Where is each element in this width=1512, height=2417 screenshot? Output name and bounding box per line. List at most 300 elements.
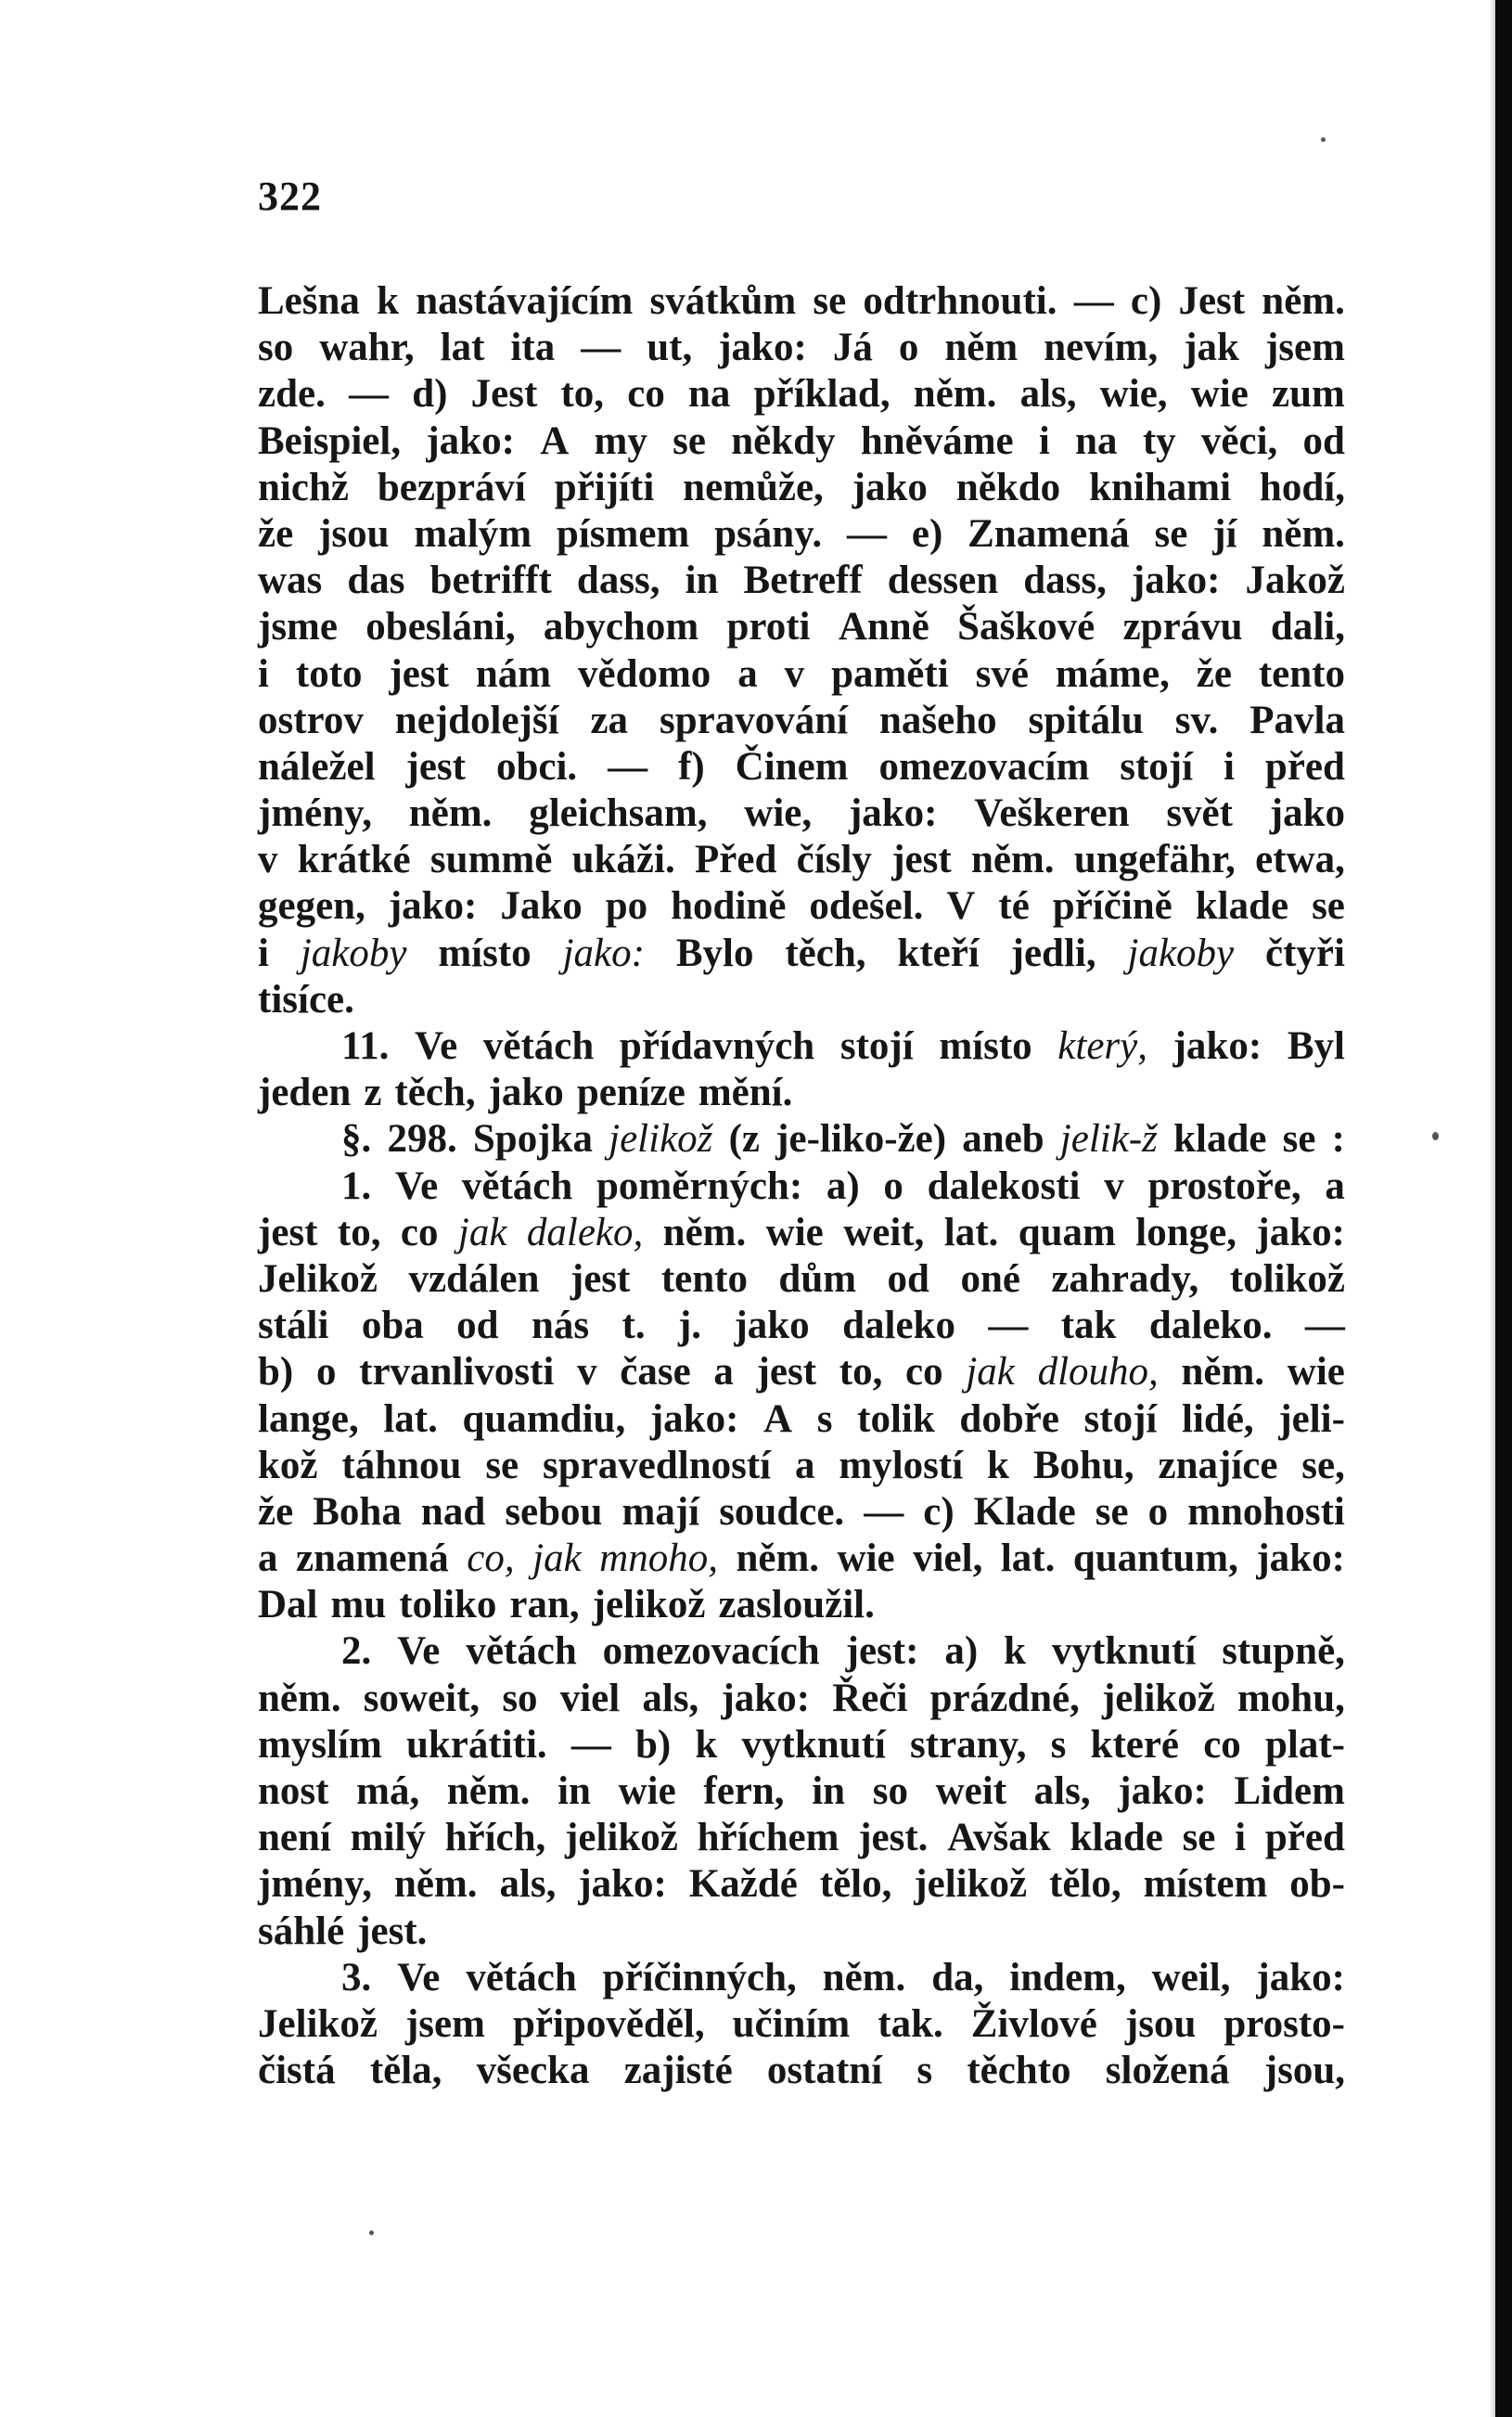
word: vytknutí [1051,1629,1197,1674]
scan-speck [1432,1132,1439,1140]
word: 11. [341,1024,390,1068]
word: knihami [1089,465,1232,509]
word: jako: [721,1676,811,1720]
word: od [456,1304,499,1348]
word: — [608,744,648,789]
word: jest [891,838,952,882]
word: tělo, [819,1862,892,1907]
text-line [258,1909,1345,1955]
word: k [695,1722,718,1767]
word: táhnou [341,1443,462,1487]
word: dali, [1270,605,1345,649]
word: soweit, [363,1676,481,1720]
text-line [258,1536,1345,1582]
word: se [1154,511,1188,556]
word: da, [931,1955,984,1999]
word: §. [341,1117,372,1162]
word: Pavla [1249,698,1345,742]
word: jak [966,1350,1015,1395]
word: i [258,931,269,975]
word: Boha [313,1489,402,1534]
word: jako: [649,1396,739,1441]
word: Spojka [472,1117,593,1162]
word: jako: [1172,1024,1262,1068]
word: Jest [470,372,538,417]
word: krátké [297,838,411,882]
word: jako [488,1071,564,1115]
scan-speck [1321,137,1326,142]
word: t. [621,1304,646,1348]
word: psány. [714,511,823,556]
word: dalekosti [927,1164,1081,1208]
word: ty [1142,418,1176,463]
word: — [349,372,390,417]
word: jako: [1256,1536,1345,1581]
word: A [763,1396,793,1441]
word: (z [728,1117,760,1162]
word: j. [677,1304,702,1348]
word: paměti [831,651,949,696]
word: so [258,326,294,370]
word: se, [1301,1443,1345,1487]
word: písmem [556,511,690,556]
text-line [258,2001,1345,2048]
word: o [898,326,919,370]
word: jako [852,465,928,509]
word: daleko, [526,1210,644,1254]
text-line [258,651,1345,698]
word: als, [499,1862,557,1907]
word: od [887,1256,929,1301]
word: ostrov [258,698,364,742]
text-line [258,1443,1345,1489]
word: Znamená [967,511,1130,556]
word: které [1090,1722,1180,1767]
word: i [1235,1816,1247,1860]
word: místem [1143,1862,1268,1907]
text-line [258,1210,1345,1256]
word: kteří [897,931,980,975]
word: na [688,372,731,417]
word: větách [466,1629,577,1674]
word: čtyři [1265,931,1345,975]
word: vzdálen [408,1256,540,1301]
word: b) [258,1350,294,1395]
word: Před [695,838,777,882]
word: malým [414,511,532,556]
word: Činem [735,744,849,789]
word: Jelikož [258,1256,378,1301]
text-line [258,1676,1345,1722]
word: jako: [1256,1210,1345,1254]
word: klade [1070,1816,1163,1860]
word: proti [726,605,811,649]
word: kož [258,1443,318,1487]
text-line [258,1349,1345,1395]
word: — [570,1722,611,1767]
text-line [258,1116,1345,1163]
word: čase [620,1350,691,1395]
text-line [258,1628,1345,1675]
word: něm. [736,1536,820,1581]
text-line [258,1722,1345,1768]
word: a) [826,1164,860,1208]
word: na [1075,418,1118,463]
word: Byl [1287,1024,1345,1068]
word: nejdolejší [394,698,559,742]
word: Ve [397,1955,441,1999]
word: V [946,884,976,929]
word: větách [461,1164,573,1208]
word: toto [295,651,363,696]
word: v [258,838,278,882]
word: quam [1018,1210,1116,1254]
word: oba [361,1304,424,1348]
word: větách [466,1955,577,1999]
word: se [1282,1117,1316,1162]
word: v [784,651,805,696]
word: omezovacích [602,1629,820,1674]
word: tolik [857,1396,935,1441]
word: že [258,1489,294,1534]
word: stáli [258,1304,329,1348]
word: wie [1287,1350,1345,1395]
word: v [1104,1164,1124,1208]
word: někdy [731,418,836,463]
word: který, [1057,1024,1147,1068]
word: něm. [970,838,1055,882]
word: etwa, [1255,838,1345,882]
word: 298. [387,1117,457,1162]
word: a [258,1536,278,1581]
text-line [258,1164,1345,1210]
word: zprávu [1122,605,1243,649]
word: k [987,1443,1009,1487]
word: ukáži. [571,838,675,882]
word: se [485,1443,519,1487]
word: něm. [1181,1350,1265,1395]
word: hněváme [860,418,1014,463]
word: oné [960,1256,1020,1301]
word: Avšak [947,1816,1051,1860]
text-line [258,2048,1345,2094]
word: jako: [578,1862,667,1907]
word: abychom [543,605,699,649]
text-line [258,837,1345,883]
word: b) [635,1722,672,1767]
word: trvanlivosti [359,1350,555,1395]
word: těla, [369,2049,442,2093]
word: něm. [258,1676,341,1720]
word: je-liko-že) [775,1117,947,1162]
word: příčině [1052,884,1172,929]
word: jako [734,1304,810,1348]
word: jest: [845,1629,919,1674]
word: Jest [1178,279,1246,323]
word: jako: [1131,559,1221,603]
word: Já [832,326,873,370]
word: mnohosti [1187,1489,1345,1534]
word: přijíti [554,465,655,509]
word: fern, [703,1769,785,1813]
word: das [347,559,405,603]
word: : [1331,1117,1345,1162]
word: — [1073,279,1114,323]
word: o [1147,1489,1169,1534]
word: jest. [858,1816,929,1860]
word: po [605,884,648,929]
word: Ve [397,1629,441,1674]
word: tisíce. [258,977,354,1022]
word: jakoby [300,931,407,975]
word: spitálu [1028,698,1144,742]
text-line [258,418,1345,465]
word: tělo, [1049,1862,1121,1907]
word: něm. [1262,279,1345,323]
word: i [258,651,269,696]
word: ukrátiti. [405,1722,547,1767]
word: těch, [394,1071,476,1115]
word: Bohu, [1032,1443,1134,1487]
word: nost [258,1769,329,1813]
word: omezovacím [878,744,1090,789]
word: gleichsam, [529,791,708,836]
word: i [1038,418,1050,463]
word: zahrady, [1051,1256,1199,1301]
word: so [872,1769,908,1813]
word: a [713,1350,734,1395]
word: weit, [843,1210,925,1254]
word: wie [765,1210,824,1254]
word: gegen, [258,884,365,929]
word: wahr, [319,326,415,370]
word: was [258,559,323,603]
word: soudce. [719,1489,845,1534]
word: dessen [887,559,999,603]
text-line [258,1396,1345,1443]
word: jedli, [1010,931,1096,975]
word: obci. [495,744,578,789]
word: znajíce [1158,1443,1278,1487]
word: učiním [732,2001,851,2046]
word: Jelikož [258,2001,378,2046]
word: peníze [576,1071,686,1115]
word: ungefähr, [1073,838,1236,882]
word: nastávajícím [416,279,634,323]
word: se [673,418,706,463]
word: strany, [910,1722,1027,1767]
word: jmény, [258,791,373,836]
word: quamdiu, [462,1396,626,1441]
word: jest [405,744,466,789]
word: jeli- [1278,1396,1345,1441]
word: se [1095,1489,1129,1534]
word: prostoře, [1147,1164,1301,1208]
word: se [813,279,847,323]
word: summě [429,838,553,882]
scan-speck [369,2231,374,2235]
word: sebou [505,1489,603,1534]
word: jako: [848,791,938,836]
word: Lidem [1234,1769,1345,1813]
word: jsou [1124,2001,1197,2046]
word: vytknutí [741,1722,886,1767]
word: že [1196,651,1232,696]
text-line [258,698,1345,744]
word: náležel [258,744,376,789]
word: — [581,326,621,370]
word: hříchem [697,1816,839,1860]
word: zajisté [623,2049,733,2093]
body-text [258,278,1345,2094]
text-line [258,1582,1345,1628]
word: má, [356,1769,420,1813]
word: něm [944,326,1019,370]
word: znamená [295,1536,449,1581]
word: našeho [878,698,997,742]
word: k [1004,1629,1027,1674]
word: se [1312,884,1345,929]
word: 2. [341,1629,372,1674]
word: jelikož [565,1816,678,1860]
word: těch, [785,931,866,975]
word: aneb [962,1117,1044,1162]
word: před [1264,744,1345,789]
word: místo [939,1024,1032,1068]
word: jelikož [592,1583,706,1627]
word: stojí [839,1024,914,1068]
word: jak [1184,326,1239,370]
word: — [864,1489,904,1534]
word: Betreff [743,559,863,603]
word: nemůže, [683,465,824,509]
word: za [590,698,629,742]
text-line [258,371,1345,418]
word: sáhlé [258,1909,345,1953]
text-line [258,1023,1345,1070]
word: o [315,1350,337,1395]
word: a [1325,1164,1345,1208]
word: dlouho, [1037,1350,1159,1395]
word: tak [1060,1304,1117,1348]
word: Řeči [832,1676,908,1720]
word: lange, [258,1396,359,1441]
word: té [998,884,1030,929]
word: toliko [399,1583,497,1627]
word: a [795,1443,815,1487]
word: quantum, [1072,1536,1238,1581]
word: jelikož [609,1117,713,1162]
word: i [1224,744,1235,789]
word: příčinných, [602,1955,797,1999]
word: něm. [393,1862,478,1907]
word: zde. [258,372,326,417]
word: s [916,2049,933,2093]
word: že [258,511,294,556]
word: hodí, [1259,465,1345,509]
word: Bylo [675,931,754,975]
word: f) [678,744,705,789]
word: jsme [258,605,338,649]
word: Veškeren [974,791,1130,836]
text-line [258,465,1345,511]
word: zasloužil. [718,1583,875,1627]
word: Lešna [258,279,360,323]
text-line [258,1256,1345,1303]
word: Jakož [1245,559,1345,603]
word: Ve [415,1024,458,1068]
word: 1. [341,1164,372,1208]
text-line [258,325,1345,371]
word: wie [618,1769,676,1813]
word: in [557,1769,591,1813]
word: jsem [1264,326,1345,370]
word: věci, [1200,418,1278,463]
word: jako: [562,931,645,975]
text-line [258,511,1345,558]
word: dům [778,1256,857,1301]
word: indem, [1009,1955,1126,1999]
word: lidé, [1182,1396,1254,1441]
word: zum [1272,372,1345,417]
word: něm. [822,1955,906,1999]
word: jsem [404,2001,485,2046]
word: se [1182,1816,1216,1860]
word: někdo [955,465,1061,509]
word: lat. [1000,1536,1056,1581]
scan-border [1495,0,1512,2417]
word: tolikož [1229,1256,1345,1301]
text-line [258,744,1345,791]
word: máme, [1055,651,1170,696]
text-line [258,1070,1345,1116]
word: jsou [318,511,390,556]
word: ran, [509,1583,580,1627]
word: odtrhnouti. [863,279,1057,323]
word: c) [923,1489,955,1534]
word: stupně, [1222,1629,1345,1674]
word: als, [1033,1769,1091,1813]
word: příklad, [753,372,891,417]
word: Každé [688,1862,798,1907]
word: jelikož [1101,1676,1215,1720]
word: d) [412,372,448,417]
word: — [988,1304,1029,1348]
word: není [258,1816,331,1860]
word: Ve [394,1164,439,1208]
word: co [400,1210,439,1254]
word: jest [389,651,449,696]
word: své [975,651,1029,696]
word: všecka [476,2049,590,2093]
word: nás [531,1304,590,1348]
word: in [812,1769,846,1813]
word: větách [482,1024,595,1068]
word: prosto- [1224,2001,1345,2046]
word: daleko. [1148,1304,1273,1348]
word: co, [467,1536,515,1581]
text-line [258,931,1345,977]
word: odešel. [809,884,924,929]
word: Anně [838,605,929,649]
word: Klade [973,1489,1076,1534]
word: co [905,1350,943,1395]
word: od [1302,418,1345,463]
word: s [1050,1722,1067,1767]
word: mnoho, [599,1536,718,1581]
word: jako: [388,884,478,929]
word: Jako [500,884,583,929]
